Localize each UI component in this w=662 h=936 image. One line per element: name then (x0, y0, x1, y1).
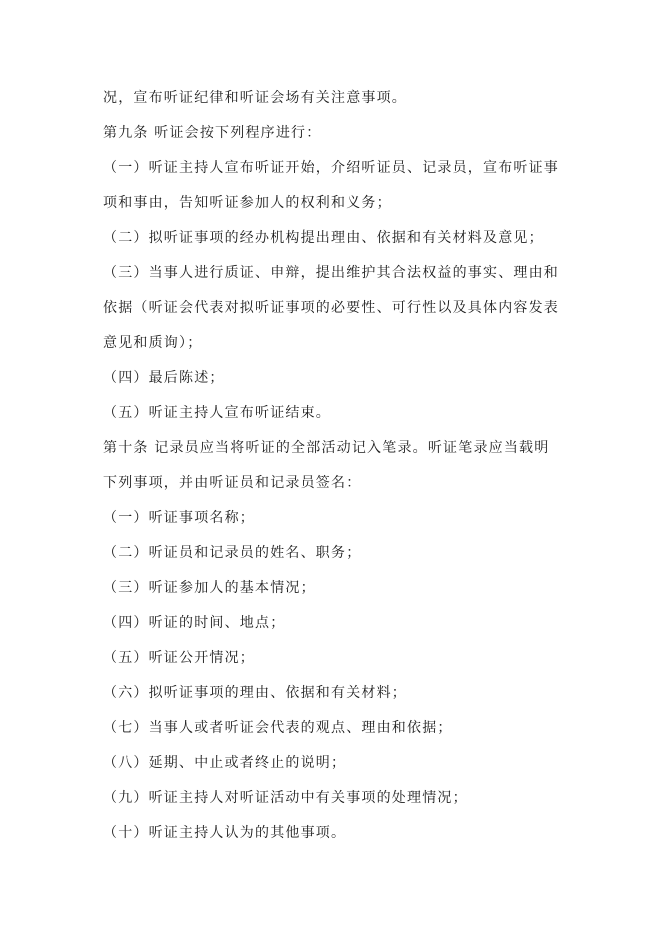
text-line: （二）听证员和记录员的姓名、职务； (103, 545, 362, 561)
text-line: （二）拟听证事项的经办机构提出理由、依据和有关材料及意见； (103, 230, 544, 246)
article-9-heading: 第九条 听证会按下列程序进行： (103, 125, 322, 141)
text-line: 意见和质询）； (103, 335, 203, 351)
text-line: （一）听证事项名称； (103, 510, 255, 526)
text-line: 况，宣布听证纪律和听证会场有关注意事项。 (103, 90, 407, 106)
text-line: （五）听证公开情况； (103, 650, 255, 666)
text-line: （八）延期、中止或者终止的说明； (103, 755, 347, 771)
text-line: （一）听证主持人宣布听证开始，介绍听证员、记录员，宣布听证事 (103, 160, 559, 176)
text-line: （六）拟听证事项的理由、依据和有关材料； (103, 685, 407, 701)
text-line: 依据（听证会代表对拟听证事项的必要性、可行性以及具体内容发表 (103, 300, 559, 316)
text-line: （十）听证主持人认为的其他事项。 (103, 825, 347, 841)
text-line: （四）最后陈述； (103, 370, 225, 386)
text-line: 下列事项，并由听证员和记录员签名： (103, 475, 362, 491)
text-line: （五）听证主持人宣布听证结束。 (103, 405, 331, 421)
text-line: （四）听证的时间、地点； (103, 615, 286, 631)
text-line: （三）当事人进行质证、申辩，提出维护其合法权益的事实、理由和 (103, 265, 559, 281)
text-line: （三）听证参加人的基本情况； (103, 580, 316, 596)
article-10-heading: 第十条 记录员应当将听证的全部活动记入笔录。听证笔录应当载明 (103, 440, 550, 456)
text-line: （九）听证主持人对听证活动中有关事项的处理情况； (103, 790, 468, 806)
text-line: 项和事由，告知听证参加人的权利和义务； (103, 195, 392, 211)
text-line: （七）当事人或者听证会代表的观点、理由和依据； (103, 720, 453, 736)
